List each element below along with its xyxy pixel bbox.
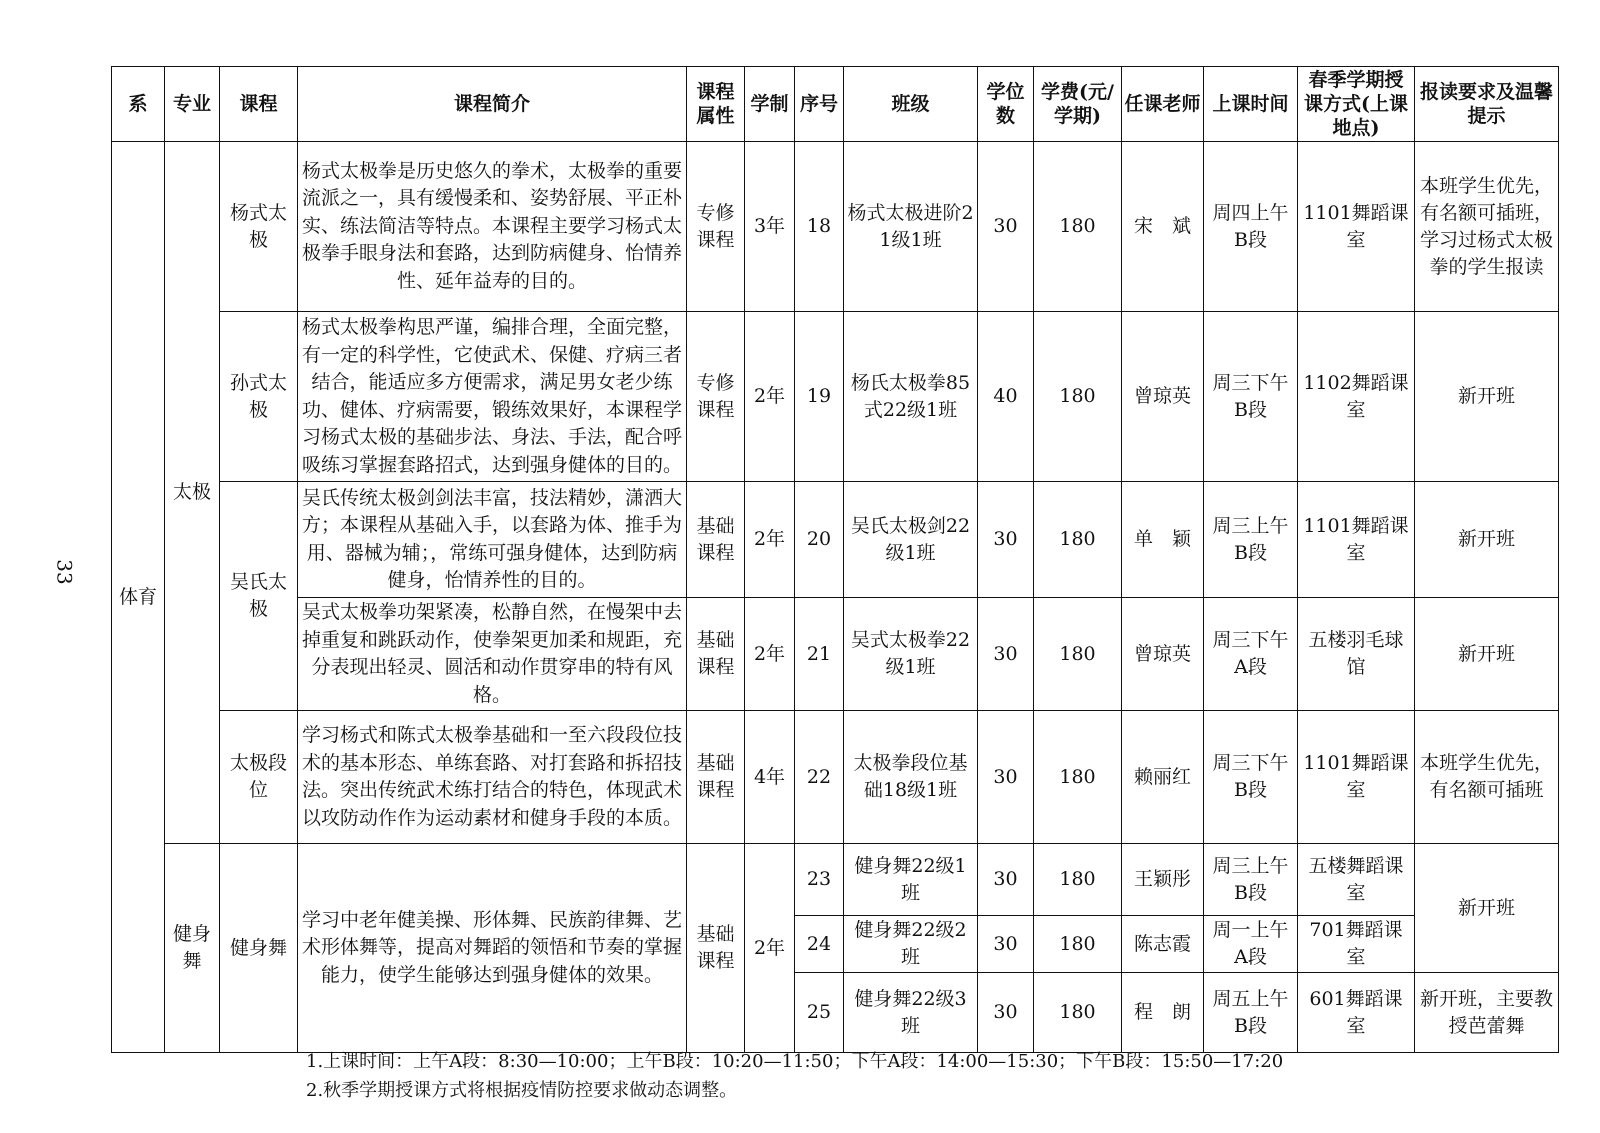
- time-cell: 周三下午B段: [1204, 312, 1298, 482]
- teacher-cell: 程 朗: [1122, 973, 1204, 1053]
- seats-cell: 30: [978, 844, 1034, 916]
- header-cell: 学费(元/学期): [1034, 67, 1122, 142]
- place-cell: 1101舞蹈课室: [1298, 711, 1415, 844]
- years-cell: 4年: [745, 711, 795, 844]
- time-cell: 周三上午B段: [1204, 844, 1298, 916]
- class-cell: 杨氏太极拳85式22级1班: [844, 312, 978, 482]
- header-row: [112, 67, 1559, 142]
- number-cell: 23: [795, 844, 844, 916]
- fee-cell: 180: [1034, 142, 1122, 312]
- table-row: [112, 598, 1559, 711]
- department-cell: 体育: [112, 142, 165, 1053]
- class-cell: 健身舞22级3班: [844, 973, 978, 1053]
- number-cell: 25: [795, 973, 844, 1053]
- header-cell: 班级: [844, 67, 978, 142]
- type-cell: 基础课程: [687, 482, 745, 598]
- number-cell: 21: [795, 598, 844, 711]
- seats-cell: 30: [978, 916, 1034, 973]
- class-cell: 吴式太极拳22级1班: [844, 598, 978, 711]
- course-cell: 杨式太极: [220, 142, 298, 312]
- note-cell: 新开班: [1415, 312, 1559, 482]
- seats-cell: 30: [978, 973, 1034, 1053]
- years-cell: 2年: [745, 482, 795, 598]
- years-cell: 2年: [745, 844, 795, 1053]
- place-cell: 五楼羽毛球馆: [1298, 598, 1415, 711]
- seats-cell: 30: [978, 598, 1034, 711]
- course-cell: 孙式太极: [220, 312, 298, 482]
- table-row: [112, 142, 1559, 312]
- number-cell: 19: [795, 312, 844, 482]
- footnotes: [306, 1047, 1283, 1105]
- header-cell: 专业: [165, 67, 220, 142]
- years-cell: 3年: [745, 142, 795, 312]
- header-cell: 任课老师: [1122, 67, 1204, 142]
- table-row: [112, 312, 1559, 482]
- seats-cell: 30: [978, 482, 1034, 598]
- type-cell: 专修课程: [687, 312, 745, 482]
- table-row: [112, 711, 1559, 844]
- place-cell: 701舞蹈课室: [1298, 916, 1415, 973]
- fee-cell: 180: [1034, 973, 1122, 1053]
- header-cell: 学制: [745, 67, 795, 142]
- header-cell: 上课时间: [1204, 67, 1298, 142]
- teacher-cell: 曾琼英: [1122, 312, 1204, 482]
- header-cell: 学位数: [978, 67, 1034, 142]
- note-cell: 本班学生优先，有名额可插班: [1415, 711, 1559, 844]
- time-cell: 周三上午B段: [1204, 482, 1298, 598]
- type-cell: 基础课程: [687, 844, 745, 1053]
- place-cell: 五楼舞蹈课室: [1298, 844, 1415, 916]
- teacher-cell: 陈志霞: [1122, 916, 1204, 973]
- teacher-cell: 曾琼英: [1122, 598, 1204, 711]
- table-row: [112, 482, 1559, 598]
- table-row: [112, 844, 1559, 916]
- number-cell: 24: [795, 916, 844, 973]
- header-cell: 报读要求及温馨提示: [1415, 67, 1559, 142]
- time-cell: 周四上午B段: [1204, 142, 1298, 312]
- years-cell: 2年: [745, 312, 795, 482]
- page-number: 33: [52, 559, 77, 585]
- note-cell: 新开班: [1415, 844, 1559, 973]
- teacher-cell: 宋 斌: [1122, 142, 1204, 312]
- teacher-cell: 单 颖: [1122, 482, 1204, 598]
- time-cell: 周三下午B段: [1204, 711, 1298, 844]
- seats-cell: 40: [978, 312, 1034, 482]
- place-cell: 1101舞蹈课室: [1298, 482, 1415, 598]
- description-cell: 学习中老年健美操、形体舞、民族韵律舞、艺术形体舞等，提高对舞蹈的领悟和节奏的掌握能力，使学生能够达到强身健体的效果。: [298, 844, 687, 1053]
- time-cell: 周一上午A段: [1204, 916, 1298, 973]
- type-cell: 基础课程: [687, 598, 745, 711]
- place-cell: 1102舞蹈课室: [1298, 312, 1415, 482]
- note-cell: 新开班: [1415, 482, 1559, 598]
- seats-cell: 30: [978, 142, 1034, 312]
- header-cell: 课程属性: [687, 67, 745, 142]
- description-cell: 杨式太极拳是历史悠久的拳术，太极拳的重要流派之一，具有缓慢柔和、姿势舒展、平正朴实、练法简洁等特点。本课程主要学习杨式太极拳手眼身法和套路，达到防病健身、怡情养性、延年益寿的目的。: [298, 142, 687, 312]
- number-cell: 20: [795, 482, 844, 598]
- course-table: [111, 66, 1559, 1053]
- teacher-cell: 赖丽红: [1122, 711, 1204, 844]
- header-cell: 序号: [795, 67, 844, 142]
- course-cell: 吴氏太极: [220, 482, 298, 711]
- note-cell: 新开班，主要教授芭蕾舞: [1415, 973, 1559, 1053]
- class-cell: 健身舞22级2班: [844, 916, 978, 973]
- fee-cell: 180: [1034, 916, 1122, 973]
- major-cell: 健身舞: [165, 844, 220, 1053]
- number-cell: 18: [795, 142, 844, 312]
- place-cell: 601舞蹈课室: [1298, 973, 1415, 1053]
- fee-cell: 180: [1034, 482, 1122, 598]
- time-cell: 周三下午A段: [1204, 598, 1298, 711]
- description-cell: 学习杨式和陈式太极拳基础和一至六段段位技术的基本形态、单练套路、对打套路和拆招技法。突出传统武术练打结合的特色，体现武术以攻防动作作为运动素材和健身手段的本质。: [298, 711, 687, 844]
- years-cell: 2年: [745, 598, 795, 711]
- class-cell: 杨式太极进阶21级1班: [844, 142, 978, 312]
- footnote-schedule: 1.上课时间：上午A段：8:30—10:00；上午B段：10:20—11:50；下午A段：14:00—15:30；下午B段：15:50—17:20: [306, 1051, 1284, 1072]
- time-cell: 周五上午B段: [1204, 973, 1298, 1053]
- major-cell: 太极: [165, 142, 220, 844]
- fee-cell: 180: [1034, 844, 1122, 916]
- course-cell: 太极段位: [220, 711, 298, 844]
- fee-cell: 180: [1034, 598, 1122, 711]
- type-cell: 基础课程: [687, 711, 745, 844]
- header-cell: 春季学期授课方式(上课地点): [1298, 67, 1415, 142]
- header-cell: 系: [112, 67, 165, 142]
- course-cell: 健身舞: [220, 844, 298, 1053]
- header-cell: 课程简介: [298, 67, 687, 142]
- header-cell: 课程: [220, 67, 298, 142]
- type-cell: 专修课程: [687, 142, 745, 312]
- teacher-cell: 王颖彤: [1122, 844, 1204, 916]
- number-cell: 22: [795, 711, 844, 844]
- description-cell: 吴氏传统太极剑剑法丰富，技法精妙，潇洒大方；本课程从基础入手，以套路为体、推手为用、器械为辅；，常练可强身健体，达到防病健身，怡情养性的目的。: [298, 482, 687, 598]
- fee-cell: 180: [1034, 711, 1122, 844]
- note-cell: 新开班: [1415, 598, 1559, 711]
- footnote-adjustment: 2.秋季学期授课方式将根据疫情防控要求做动态调整。: [306, 1080, 738, 1101]
- class-cell: 太极拳段位基础18级1班: [844, 711, 978, 844]
- class-cell: 吴氏太极剑22级1班: [844, 482, 978, 598]
- description-cell: 吴式太极拳功架紧凑，松静自然，在慢架中去掉重复和跳跃动作，使拳架更加柔和规距，充分表现出轻灵、圆活和动作贯穿串的特有风格。: [298, 598, 687, 711]
- description-cell: 杨式太极拳构思严谨，编排合理，全面完整，有一定的科学性，它使武术、保健、疗病三者结合，能适应多方便需求，满足男女老少练功、健体、疗病需要，锻练效果好，本课程学习杨式太极的基础步法、身法、手法，配合呼吸练习掌握套路招式，达到强身健体的目的。: [298, 312, 687, 482]
- seats-cell: 30: [978, 711, 1034, 844]
- place-cell: 1101舞蹈课室: [1298, 142, 1415, 312]
- class-cell: 健身舞22级1班: [844, 844, 978, 916]
- fee-cell: 180: [1034, 312, 1122, 482]
- note-cell: 本班学生优先，有名额可插班，学习过杨式太极拳的学生报读: [1415, 142, 1559, 312]
